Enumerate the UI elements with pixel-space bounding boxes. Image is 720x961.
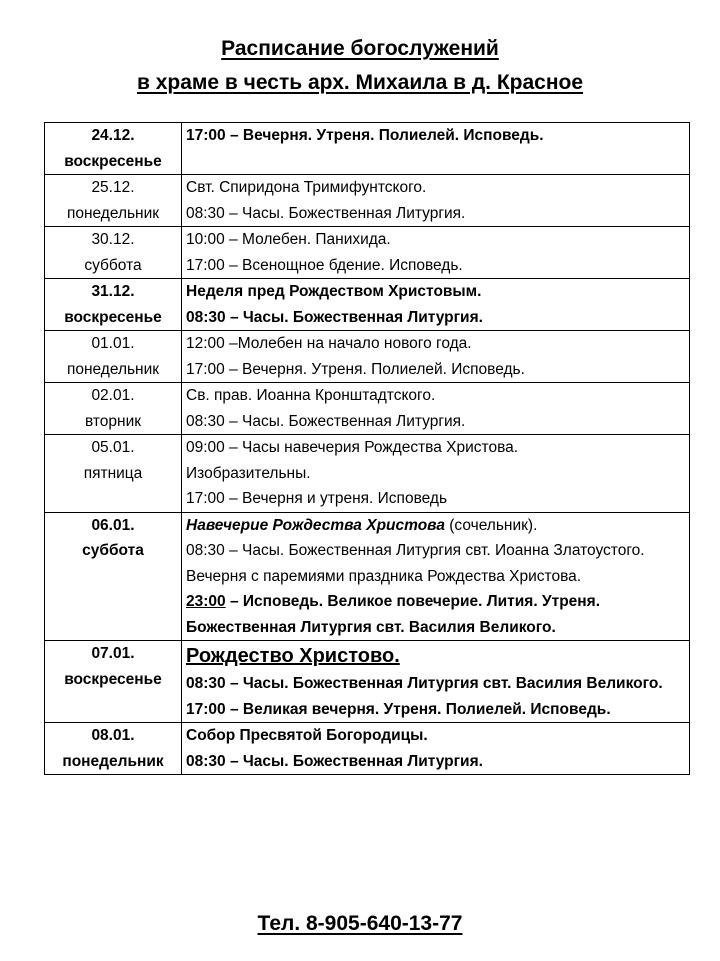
events-cell [182,227,690,279]
date-cell [45,641,182,723]
date-cell [45,723,182,775]
title-line-2: в храме в честь арх. Михаила в д. Красное [136,71,584,94]
weekday: воскресенье [64,308,162,326]
schedule-row [45,512,690,641]
event-line: Изобразительны. [186,464,311,482]
schedule-row [45,723,690,775]
schedule-row [45,435,690,513]
date-cell [45,123,182,175]
events-cell [182,331,690,383]
event-line [186,123,689,149]
weekday: суббота [82,542,144,559]
event-line: 17:00 – Вечерня. Утреня. Полиелей. Исповедь. [186,360,525,378]
event-line: Собор Пресвятой Богородицы. [186,727,428,744]
weekday: понедельник [66,204,160,222]
date-cell [45,331,182,383]
event-feast-title: Навечерие Рождества Христова [186,516,445,534]
schedule-row [45,123,690,175]
date-cell [45,279,182,331]
events-cell [182,512,690,641]
schedule-table [44,122,690,775]
event-line: 08:30 – Часы. Божественная Литургия. [186,752,483,770]
event-line: Неделя пред Рождеством Христовым. [186,283,482,300]
date: 07.01. [91,645,135,662]
event-line: 17:00 – Вечерня и утреня. Исповедь [186,490,448,507]
event-line: 08:30 – Часы. Божественная Литургия свт. Василия Великого. [186,675,663,692]
date: 05.01. [91,439,135,456]
date-cell [45,383,182,435]
event-time: 23:00 [186,593,226,610]
event-line [186,589,689,640]
date: 24.12. [91,127,135,144]
feast-title: Рождество Христово. [186,645,400,667]
date: 02.01. [91,387,135,404]
date-cell [45,175,182,227]
events-cell [182,723,690,775]
title-line-1: Расписание богослужений [221,37,499,60]
events-cell [182,123,690,175]
event-line: 09:00 – Часы навечерия Рождества Христова. [186,439,519,456]
events-cell [182,435,690,513]
weekday: вторник [84,412,142,430]
date: 31.12. [91,283,135,300]
date: 08.01. [91,727,135,744]
events-cell [182,279,690,331]
events-cell [182,175,690,227]
event-text: – Исповедь. Великое повечерие. Лития. Утреня. Божественная Литургия свт. Василия Великого. [186,593,600,636]
weekday: воскресенье [64,670,162,688]
event-line: 10:00 – Молебен. Панихида. [186,231,391,248]
event-time: 17:00 [186,127,226,144]
schedule-row [45,383,690,435]
schedule-row [45,227,690,279]
event-line: 08:30 – Часы. Божественная Литургия. [186,308,483,326]
event-line: 17:00 – Всенощное бдение. Исповедь. [186,256,463,274]
date-cell [45,227,182,279]
weekday: суббота [84,256,142,274]
event-line: 08:30 – Часы. Божественная Литургия свт. Иоанна Златоустого. Вечерня с паремиями праздника Рождества Христова. [186,542,645,585]
events-cell [182,641,690,723]
schedule-row [45,641,690,723]
event-line: Свт. Спиридона Тримифунтского. [186,179,427,196]
events-cell [182,383,690,435]
schedule-row [45,175,690,227]
event-note: (сочельник). [444,516,538,534]
schedule-row [45,331,690,383]
weekday: понедельник [66,360,160,378]
event-line: 12:00 –Молебен на начало нового года. [186,335,472,352]
schedule-row [45,279,690,331]
weekday: понедельник [62,752,164,770]
event-line: 17:00 – Великая вечерня. Утреня. Полиелей. Исповедь. [186,700,611,718]
event-line [186,513,689,539]
date: 01.01. [91,335,135,352]
event-text: – Вечерня. Утреня. Полиелей. Исповедь. [225,127,544,144]
contact-phone: Тел. 8-905-640-13-77 [257,912,463,935]
weekday: пятница [83,464,143,482]
event-line: 08:30 – Часы. Божественная Литургия. [186,204,466,222]
weekday: воскресенье [64,152,162,170]
event-line: Св. прав. Иоанна Кронштадтского. [186,387,436,404]
date-cell [45,512,182,641]
document-title [0,32,720,100]
event-line: 08:30 – Часы. Божественная Литургия. [186,412,466,430]
date: 30.12. [91,231,135,248]
date-cell [45,435,182,513]
date: 25.12. [91,179,135,196]
date: 06.01. [91,516,135,534]
